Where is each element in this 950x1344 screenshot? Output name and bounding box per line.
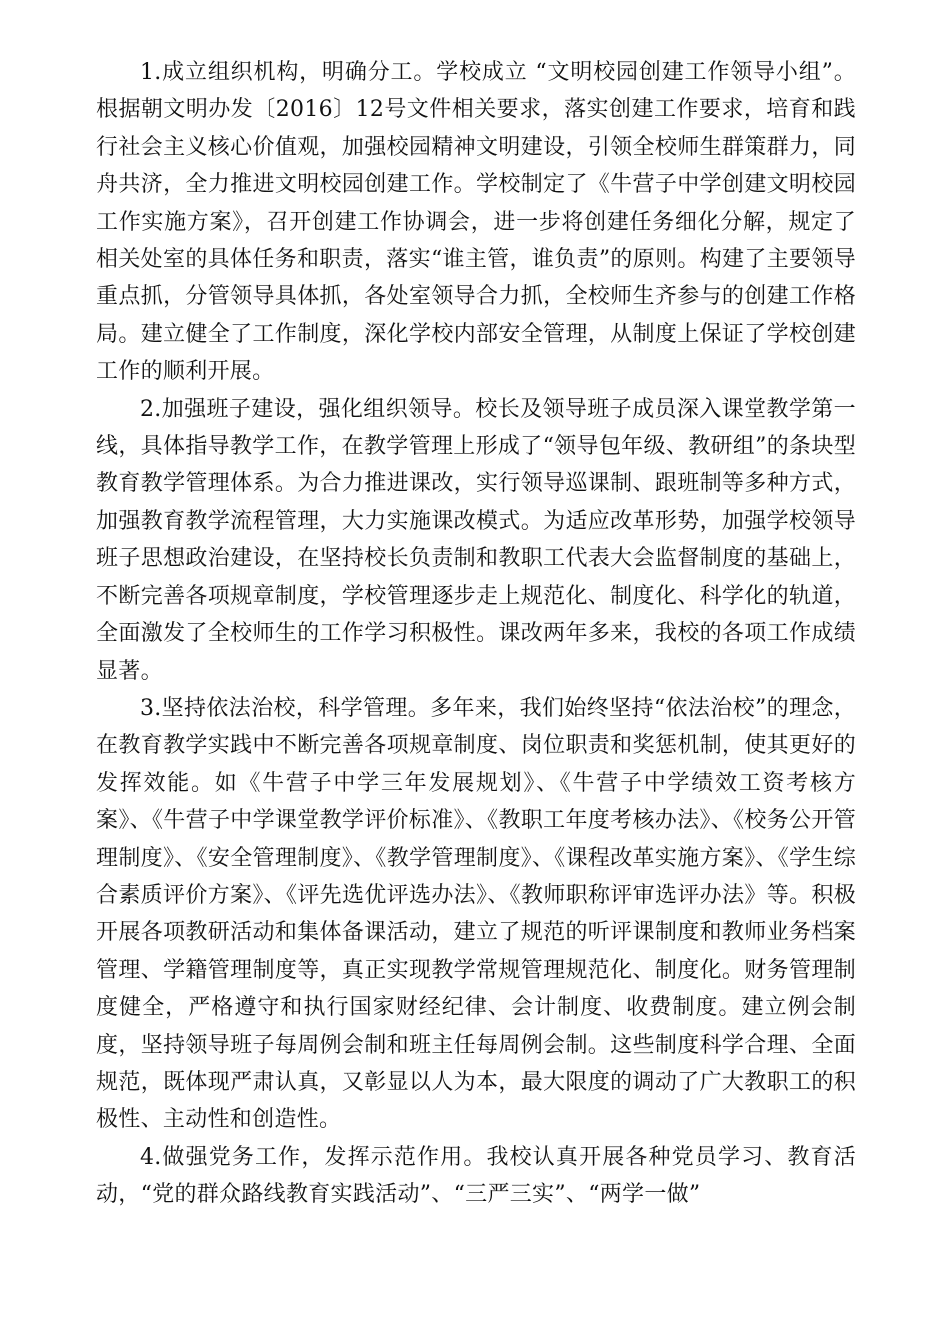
paragraph-rule-of-law: 3.坚持依法治校，科学管理。多年来，我们始终坚持“依法治校”的理念，在教育教学实践中不断完善各项规章制度、岗位职责和奖惩机制，使其更好的发挥效能。如《牛营子中学三年发展规划》、《牛营子中学绩效工资考核方案》、《牛营子中学课堂教学评价标准》、《教职工年度考核办法》、《校务公开管理制度》、《安全管理制度》、《教学管理制度》、《课程改革实施方案》、《学生综合素质评价方案》、《评先选优评选办法》、《教师职称评审选评办法》等。积极开展各项教研活动和集体备课活动，建立了规范的听评课制度和教师业务档案管理、学籍管理制度等，真正实现教学常规管理规范化、制度化。财务管理制度健全，严格遵守和执行国家财经纪律、会计制度、收费制度。建立例会制度，坚持领导班子每周例会制和班主任每周例会制。这些制度科学合理、全面规范，既体现严肃认真，又彰显以人为本，最大限度的调动了广大教职工的积极性、主动性和创造性。 [96,695,856,1133]
paragraph-leadership: 2.加强班子建设，强化组织领导。校长及领导班子成员深入课堂教学第一线，具体指导教学工作，在教学管理上形成了“领导包年级、教研组”的条块型教育教学管理体系。为合力推进课改，实行领导巡课制、跟班制等多种方式，加强教育教学流程管理，大力实施课改模式。为适应改革形势，加强学校领导班子思想政治建设，在坚持校长负责制和教职工代表大会监督制度的基础上，不断完善各项规章制度，学校管理逐步走上规范化、制度化、科学化的轨道，全面激发了全校师生的工作学习积极性。课改两年多来，我校的各项工作成绩显著。 [96,396,856,684]
paragraph-organization: 1.成立组织机构，明确分工。学校成立 “文明校园创建工作领导小组”。根据朝文明办发〔2016〕12号文件相关要求，落实创建工作要求，培育和践行社会主义核心价值观，加强校园精神文明建设，引领全校师生群策群力，同舟共济，全力推进文明校园创建工作。学校制定了《牛营子中学创建文明校园工作实施方案》，召开创建工作协调会，进一步将创建任务细化分解，规定了相关处室的具体任务和职责，落实“谁主管，谁负责”的原则。构建了主要领导重点抓，分管领导具体抓，各处室领导合力抓，全校师生齐参与的创建工作格局。建立健全了工作制度，深化学校内部安全管理，从制度上保证了学校创建工作的顺利开展。 [96,60,856,385]
paragraph-party-work: 4.做强党务工作，发挥示范作用。我校认真开展各种党员学习、教育活动，“党的群众路线教育实践活动”、“三严三实”、“两学一做” [96,1144,856,1208]
document-page [96,54,856,1214]
